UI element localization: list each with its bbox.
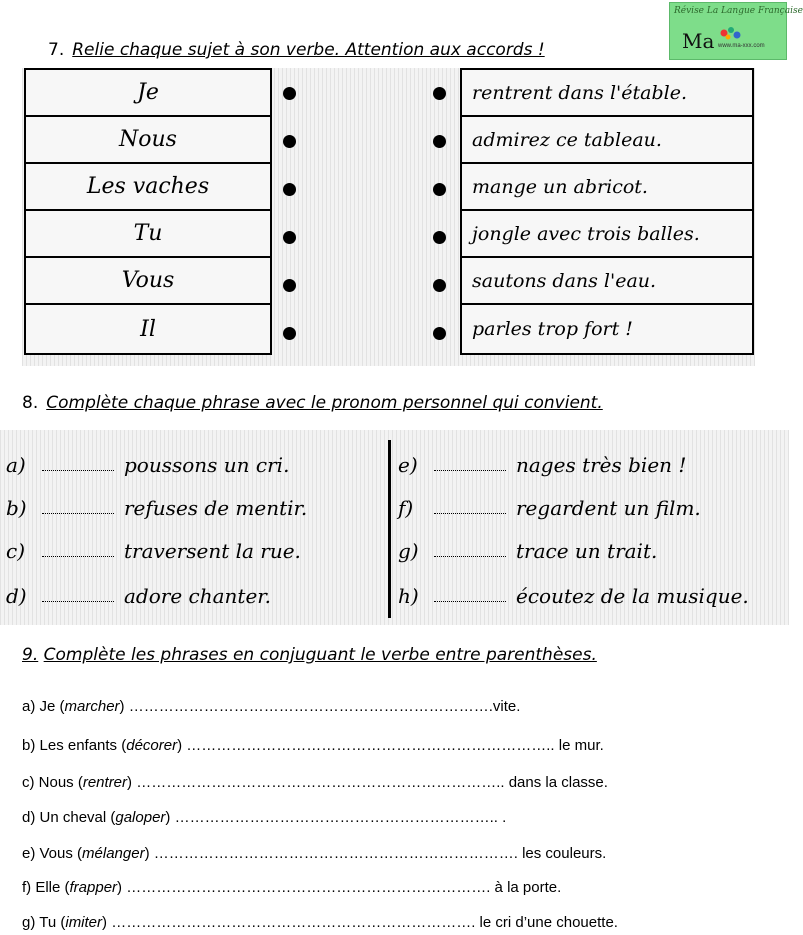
sentence-start: d) Un cheval ( bbox=[22, 809, 116, 826]
conjugation-sentence bbox=[22, 698, 520, 715]
pronoun-item bbox=[398, 536, 657, 566]
ending-cell: sautons dans l'eau. bbox=[462, 258, 752, 305]
pronoun-item bbox=[6, 581, 271, 611]
item-label: c) bbox=[6, 539, 26, 563]
logo-brand: Ma bbox=[682, 29, 715, 53]
answer-blank[interactable] bbox=[434, 460, 506, 471]
sentence-end: .. . bbox=[489, 809, 507, 826]
item-label: f) bbox=[398, 496, 414, 520]
ex9-instruction: Complète les phrases en conjuguant le verbe entre parenthèses. bbox=[43, 645, 597, 665]
sentence-paren: ) bbox=[117, 879, 127, 896]
answer-blank[interactable] bbox=[42, 591, 114, 602]
sentence-end: .. le mur. bbox=[546, 737, 604, 754]
infinitive-verb: galoper bbox=[115, 809, 166, 826]
pronoun-item bbox=[6, 450, 289, 480]
ex7-instruction: Relie chaque sujet à son verbe. Attention aux accords ! bbox=[72, 40, 545, 60]
subjects-table bbox=[24, 68, 272, 355]
matching-exercise bbox=[22, 68, 755, 366]
sentence-start: b) Les enfants ( bbox=[22, 737, 127, 754]
right-connector-dot[interactable] bbox=[433, 327, 446, 340]
item-text: regardent un film. bbox=[516, 496, 701, 520]
left-connector-dot[interactable] bbox=[283, 327, 296, 340]
sentence-paren: ) bbox=[119, 698, 129, 715]
answer-blank[interactable] bbox=[434, 546, 506, 557]
subject-cell: Les vaches bbox=[26, 164, 270, 211]
item-label: a) bbox=[6, 453, 26, 477]
answer-blank[interactable] bbox=[42, 503, 114, 514]
ending-cell: admirez ce tableau. bbox=[462, 117, 752, 164]
subject-cell: Tu bbox=[26, 211, 270, 258]
sentence-paren: ) bbox=[165, 809, 175, 826]
ex7-heading bbox=[48, 40, 545, 60]
answer-blank[interactable] bbox=[42, 460, 114, 471]
ending-cell: parles trop fort ! bbox=[472, 318, 633, 340]
item-label: d) bbox=[6, 584, 27, 608]
ending-cell: rentrent dans l'étable. bbox=[462, 70, 752, 117]
pronoun-exercise bbox=[0, 430, 789, 625]
conjugation-sentence bbox=[22, 845, 606, 862]
item-label: g) bbox=[398, 539, 419, 563]
subject-cell: Je bbox=[26, 70, 270, 117]
item-text: poussons un cri. bbox=[124, 453, 290, 477]
ex7-number: 7. bbox=[48, 40, 65, 60]
ex9-heading bbox=[22, 645, 597, 665]
subject-cell: Nous bbox=[26, 117, 270, 164]
item-label: e) bbox=[398, 453, 418, 477]
right-connector-dot[interactable] bbox=[433, 279, 446, 292]
pronoun-item bbox=[398, 493, 701, 523]
ending-cell: mange un abricot. bbox=[462, 164, 752, 211]
infinitive-verb: rentrer bbox=[82, 774, 128, 791]
right-connector-dot[interactable] bbox=[433, 87, 446, 100]
pronoun-item bbox=[6, 536, 301, 566]
answer-blank[interactable] bbox=[434, 503, 506, 514]
item-text: refuses de mentir. bbox=[124, 496, 308, 520]
answer-blank[interactable]: ……………………………………………………………… bbox=[186, 737, 547, 754]
right-connector-dot[interactable] bbox=[433, 183, 446, 196]
item-text: nages très bien ! bbox=[516, 453, 687, 477]
ex8-heading bbox=[22, 393, 603, 413]
infinitive-verb: décorer bbox=[126, 737, 178, 754]
sentence-paren: ) bbox=[127, 774, 137, 791]
sentence-start: a) Je ( bbox=[22, 698, 65, 715]
answer-blank[interactable]: ……………………………………………………………… bbox=[128, 698, 489, 715]
infinitive-verb: frapper bbox=[69, 879, 118, 896]
sentence-paren: ) bbox=[177, 737, 187, 754]
left-connector-dot[interactable] bbox=[283, 183, 296, 196]
pronoun-item bbox=[398, 581, 749, 611]
item-label: h) bbox=[398, 584, 419, 608]
right-connector-dot[interactable] bbox=[433, 135, 446, 148]
sentence-end: .vite. bbox=[488, 698, 521, 715]
subject-cell: Vous bbox=[26, 258, 270, 305]
item-text: écoutez de la musique. bbox=[516, 584, 749, 608]
ex8-instruction: Complète chaque phrase avec le pronom personnel qui convient. bbox=[46, 393, 603, 413]
sentence-end: .. dans la classe. bbox=[496, 774, 608, 791]
answer-blank[interactable]: ……………………………………………………………… bbox=[153, 845, 514, 862]
pronoun-item bbox=[6, 493, 307, 523]
column-divider bbox=[388, 440, 391, 618]
ending-cell: jongle avec trois balles. bbox=[462, 211, 752, 258]
item-label: b) bbox=[6, 496, 27, 520]
conjugation-sentence bbox=[22, 774, 608, 791]
sentence-start: g) Tu ( bbox=[22, 914, 66, 931]
sentence-paren: ) bbox=[102, 914, 112, 931]
ex8-number: 8. bbox=[22, 393, 39, 413]
answer-blank[interactable] bbox=[42, 546, 114, 557]
sentence-end: . à la porte. bbox=[486, 879, 562, 896]
infinitive-verb: imiter bbox=[65, 914, 103, 931]
infinitive-verb: marcher bbox=[64, 698, 120, 715]
left-connector-dot[interactable] bbox=[283, 87, 296, 100]
subject-cell: Il bbox=[140, 316, 156, 342]
left-connector-dot[interactable] bbox=[283, 135, 296, 148]
conjugation-sentence bbox=[22, 914, 618, 931]
site-logo bbox=[669, 2, 803, 60]
answer-blank[interactable] bbox=[434, 591, 506, 602]
item-text: traversent la rue. bbox=[124, 539, 301, 563]
conjugation-sentence bbox=[22, 809, 506, 826]
left-connector-dot[interactable] bbox=[283, 231, 296, 244]
left-connector-dot[interactable] bbox=[283, 279, 296, 292]
conjugation-sentence bbox=[22, 737, 604, 754]
sentence-paren: ) bbox=[144, 845, 154, 862]
logo-tagline: Révise La Langue Française bbox=[674, 6, 803, 16]
conjugation-sentence bbox=[22, 879, 561, 896]
sentence-end: . les couleurs. bbox=[513, 845, 607, 862]
answer-blank[interactable]: ……………………………………………………………… bbox=[111, 914, 472, 931]
logo-graphic-icon bbox=[718, 25, 744, 41]
sentence-start: e) Vous ( bbox=[22, 845, 83, 862]
sentence-start: c) Nous ( bbox=[22, 774, 83, 791]
sentence-end: . le cri d’une chouette. bbox=[471, 914, 618, 931]
item-text: trace un trait. bbox=[516, 539, 658, 563]
sentence-start: f) Elle ( bbox=[22, 879, 70, 896]
endings-table bbox=[460, 68, 754, 355]
logo-site: www.ma-xxx.com bbox=[718, 43, 765, 49]
answer-blank[interactable]: ……………………………………………………………… bbox=[126, 879, 487, 896]
ex9-number: 9. bbox=[22, 645, 39, 665]
right-connector-dot[interactable] bbox=[433, 231, 446, 244]
answer-blank[interactable]: ……………………………………………………… bbox=[174, 809, 490, 826]
infinitive-verb: mélanger bbox=[82, 845, 145, 862]
item-text: adore chanter. bbox=[124, 584, 272, 608]
answer-blank[interactable]: ……………………………………………………………… bbox=[136, 774, 497, 791]
pronoun-item bbox=[398, 450, 686, 480]
